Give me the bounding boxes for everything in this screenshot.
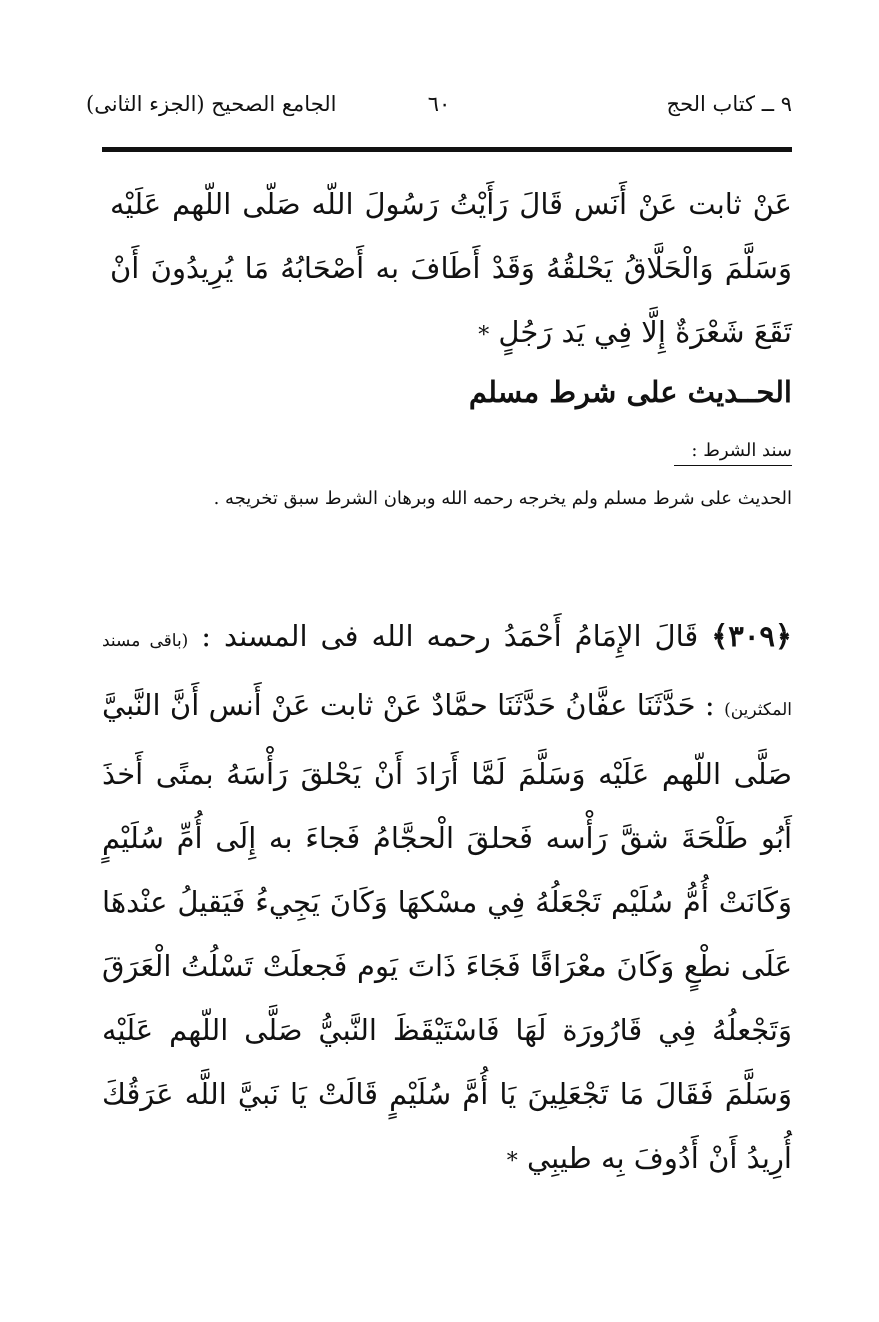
- hadith-text-continued: [110, 172, 792, 368]
- page-number: ٦٠: [427, 92, 451, 116]
- header-rule: [102, 147, 792, 152]
- page-header: [86, 88, 792, 128]
- hadith-a-body: عَنْ ثابت عَنْ أَنَس قَالَ رَأَيْتُ رَسُولَ اللّه صَلّى اللّهم عَلَيْه وَسَلَّمَ وَالْحَلَّاقُ يَحْلقُهُ وَقَدْ أَطَافَ به أَصْحَابُهُ مَا يُرِيدُونَ أَنْ تَقَعَ شَعْرَةٌ إِلَّا فِي يَد رَجُلٍ: [110, 187, 792, 349]
- hadith-309: [102, 604, 792, 1194]
- book-title: الجامع الصحيح (الجزء الثانى): [86, 92, 337, 116]
- hadith-number: ﴿٣٠٩﴾: [711, 619, 792, 653]
- source-note: (باقى مسند المكثرين): [102, 631, 792, 720]
- chapter-title: ٩ ــ كتاب الحج: [666, 92, 792, 116]
- hadith-grade: الحــديث على شرط مسلم: [468, 375, 792, 409]
- sanad-label: سند الشرط :: [674, 440, 792, 466]
- sanad-text: الحديث على شرط مسلم ولم يخرجه رحمه الله وبرهان الشرط سبق تخريجه .: [213, 488, 792, 509]
- end-star: *: [506, 1149, 518, 1174]
- end-star: *: [478, 323, 490, 348]
- hadith-intro: قَالَ الإِمَامُ أَحْمَدُ رحمه الله فى المسند :: [201, 619, 699, 653]
- hadith-b-body: : حَدَّثَنَا عفَّانُ حَدَّثَنَا حمَّادٌ عَنْ ثابت عَنْ أَنس أَنَّ النَّبيَّ صَلَّى اللّهم عَلَيْه وَسَلَّمَ لَمَّا أَرَادَ أَنْ يَحْلقَ رَأْسَهُ بمنًى أَخذَ أَبُو طَلْحَةَ شقَّ رَأْسه فَحلقَ الْحجَّامُ فَجاءَ به إِلَى أُمِّ سُلَيْمٍ وَكَانَتْ أُمُّ سُلَيْم تَجْعَلُهُ فِي مسْكهَا وَكَانَ يَجِيءُ فَيَقيلُ عنْدهَا عَلَى نطْعٍ وَكَانَ معْرَاقًا فَجَاءَ ذَاتَ يَوم فَجعلَتْ تَسْلُتُ الْعَرَقَ وَتَجْعلُهُ فِي قَارُورَة لَهَا فَاسْتَيْقَظَ النَّبيُّ صَلَّى اللّهم عَلَيْه وَسَلَّمَ فَقَالَ مَا تَجْعَلِينَ يَا أُمَّ سُلَيْمٍ قَالَتْ يَا نَبيَّ اللَّه عَرَقُكَ أُرِيدُ أَنْ أَدُوفَ بِه طيبِي: [102, 688, 792, 1175]
